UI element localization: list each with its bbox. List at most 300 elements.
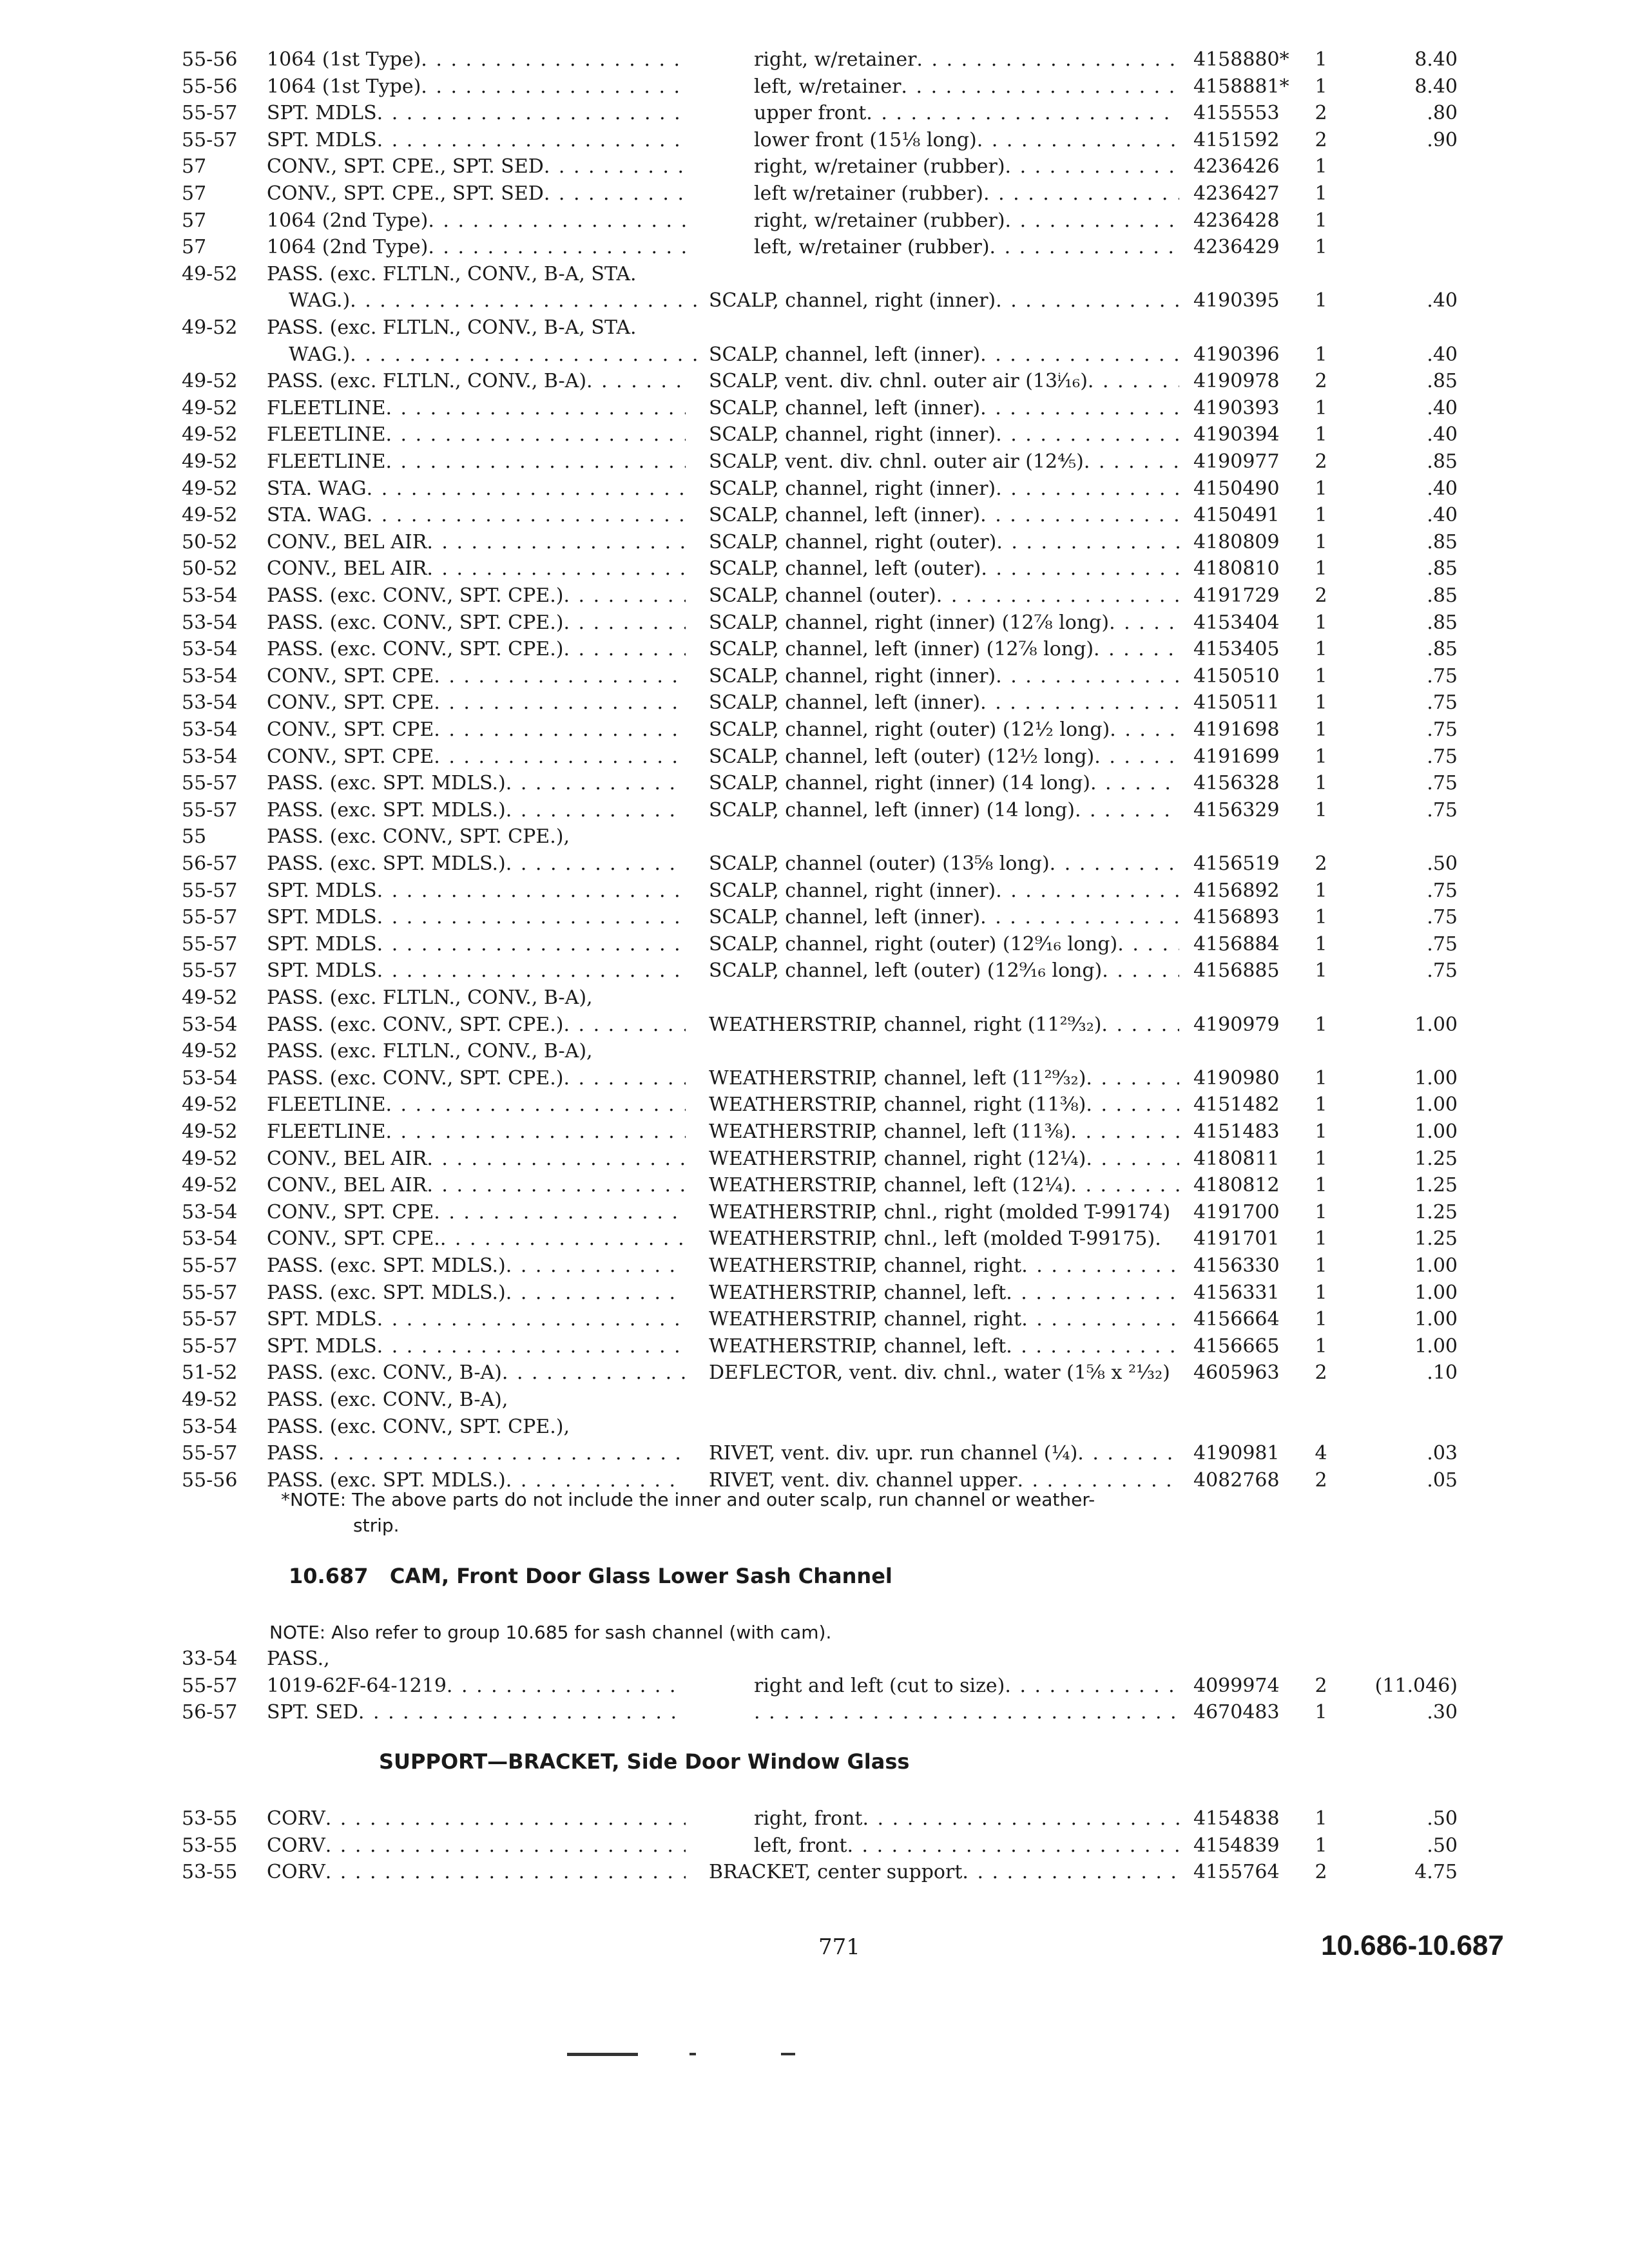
leader-dots xyxy=(367,476,686,503)
description-text: WEATHERSTRIP, channel, left (11²⁹⁄₃₂) xyxy=(709,1066,1086,1090)
model-cell xyxy=(267,100,686,127)
model-text: PASS. (exc. CONV., B-A) xyxy=(267,1361,502,1385)
part-number-cell: 4670483 xyxy=(1193,1701,1280,1724)
description-cell xyxy=(754,100,1179,127)
model-cell xyxy=(267,1253,686,1280)
quantity-cell: 1 xyxy=(1315,1066,1327,1090)
model-cell xyxy=(267,1199,686,1226)
model-cell xyxy=(267,1333,686,1360)
leader-dots xyxy=(427,555,686,582)
section-title: CAM, Front Door Glass Lower Sash Channel xyxy=(389,1564,892,1588)
description-text: left, front xyxy=(754,1834,847,1857)
section-number: 10.687 xyxy=(289,1564,369,1588)
years-cell: 49-52 xyxy=(182,370,238,393)
model-cell xyxy=(267,529,686,556)
model-cell xyxy=(267,663,686,690)
years-cell: 49-52 xyxy=(182,396,238,419)
leader-dots xyxy=(990,234,1179,261)
model-cell xyxy=(267,1225,686,1253)
years-cell: 49-52 xyxy=(182,1147,238,1170)
description-text: SCALP, channel (outer) (13⅝ long) xyxy=(709,852,1050,875)
leader-dots xyxy=(847,1832,1179,1860)
description-cell xyxy=(709,395,1179,422)
leader-dots xyxy=(377,878,686,905)
model-cell xyxy=(267,1360,686,1387)
quantity-cell: 1 xyxy=(1315,1093,1327,1117)
part-number-cell: 4191729 xyxy=(1193,584,1280,607)
table-row xyxy=(0,368,1629,395)
section-heading-support: SUPPORT—BRACKET, Side Door Window Glass xyxy=(379,1749,910,1774)
leader-dots xyxy=(1086,1146,1179,1173)
model-cell xyxy=(267,904,686,931)
part-number-cell: 4190979 xyxy=(1193,1013,1280,1036)
description-text: SCALP, channel, right (inner) xyxy=(709,664,996,687)
model-text: CORV xyxy=(267,1834,325,1857)
part-number-cell: 4099974 xyxy=(1193,1674,1280,1697)
model-text: SPT. MDLS xyxy=(267,1308,377,1331)
description-text: SCALP, channel, left (inner) xyxy=(709,691,981,715)
leader-dots xyxy=(506,850,686,878)
quantity-cell: 1 xyxy=(1315,209,1327,232)
years-cell: 53-55 xyxy=(182,1807,238,1830)
table-row xyxy=(0,716,1629,744)
part-number-cell: 4190394 xyxy=(1193,423,1280,447)
part-number-cell: 4191701 xyxy=(1193,1227,1280,1251)
price-cell: 1.00 xyxy=(1414,1013,1458,1036)
description-cell xyxy=(709,1119,1179,1146)
price-cell: 8.40 xyxy=(1414,48,1458,71)
model-text: FLEETLINE xyxy=(267,1093,386,1117)
description-text: SCALP, channel, right (inner) xyxy=(709,879,996,902)
model-cell xyxy=(267,931,686,958)
quantity-cell: 1 xyxy=(1315,718,1327,741)
part-number-cell: 4150491 xyxy=(1193,504,1280,527)
model-cell xyxy=(267,1805,686,1832)
description-text: left, w/retainer xyxy=(754,75,901,98)
model-text: STA. WAG xyxy=(267,477,367,500)
price-cell: .75 xyxy=(1427,879,1458,902)
quantity-cell: 1 xyxy=(1315,48,1327,71)
quantity-cell: 1 xyxy=(1315,798,1327,822)
years-cell: 53-55 xyxy=(182,1834,238,1857)
quantity-cell: 1 xyxy=(1315,396,1327,419)
price-cell: .50 xyxy=(1427,852,1458,875)
description-cell xyxy=(709,502,1179,529)
table-row xyxy=(0,1440,1629,1467)
description-cell xyxy=(709,1172,1179,1199)
model-cell xyxy=(267,797,686,824)
years-cell: 55-56 xyxy=(182,75,238,98)
model-text: 1064 (2nd Type) xyxy=(267,236,429,259)
years-cell: 49-52 xyxy=(182,450,238,473)
description-text: WEATHERSTRIP, channel, left xyxy=(709,1281,1007,1304)
description-text: SCALP, channel, left (inner) xyxy=(709,396,981,419)
description-cell xyxy=(754,1805,1179,1832)
years-cell: 55-57 xyxy=(182,1674,238,1697)
description-text: SCALP, channel, left (inner) xyxy=(709,343,981,366)
quantity-cell: 1 xyxy=(1315,236,1327,259)
model-text: CONV., SPT. CPE. xyxy=(267,1227,440,1251)
leader-dots xyxy=(434,663,686,690)
model-text: PASS. (exc. SPT. MDLS.) xyxy=(267,852,506,875)
description-cell xyxy=(709,1253,1179,1280)
model-cell xyxy=(267,1038,686,1065)
model-cell xyxy=(267,1414,686,1441)
model-cell xyxy=(267,636,686,663)
leader-dots xyxy=(996,287,1179,314)
table-row xyxy=(0,341,1629,369)
quantity-cell: 1 xyxy=(1315,1834,1327,1857)
part-number-cell: 4191699 xyxy=(1193,745,1280,768)
part-number-cell: 4156328 xyxy=(1193,772,1280,795)
years-cell: 55-57 xyxy=(182,798,238,822)
model-text: PASS. (exc. FLTLN., CONV., B-A, STA. xyxy=(267,262,637,285)
leader-dots xyxy=(1075,797,1179,824)
leader-dots xyxy=(440,1225,686,1253)
price-cell: .85 xyxy=(1427,450,1458,473)
part-number-cell: 4236427 xyxy=(1193,182,1280,205)
model-text: FLEETLINE xyxy=(267,1120,386,1143)
part-number-cell: 4082768 xyxy=(1193,1468,1280,1492)
model-text: PASS. (exc. FLTLN., CONV., B-A), xyxy=(267,1040,593,1063)
leader-dots xyxy=(434,744,686,771)
leader-dots xyxy=(962,1859,1179,1886)
part-number-cell: 4154838 xyxy=(1193,1807,1280,1830)
description-text: SCALP, channel, left (inner) (14 long) xyxy=(709,798,1075,822)
note-line-2: strip. xyxy=(353,1515,400,1536)
table-row xyxy=(0,1065,1629,1092)
years-cell: 55-57 xyxy=(182,1254,238,1277)
price-cell: .03 xyxy=(1427,1442,1458,1465)
model-cell xyxy=(267,689,686,716)
years-cell: 55-57 xyxy=(182,932,238,956)
model-text: SPT. MDLS xyxy=(267,959,377,983)
leader-dots xyxy=(434,1199,686,1226)
description-cell xyxy=(754,1673,1179,1700)
table-row xyxy=(0,1199,1629,1226)
quantity-cell: 1 xyxy=(1315,477,1327,500)
price-cell: .75 xyxy=(1427,959,1458,983)
quantity-cell: 1 xyxy=(1315,906,1327,929)
model-text: PASS. (exc. CONV., B-A), xyxy=(267,1389,508,1411)
model-cell xyxy=(267,153,686,180)
model-text: CONV., BEL AIR xyxy=(267,557,427,581)
leader-dots xyxy=(421,46,686,73)
part-number-cell: 4190393 xyxy=(1193,396,1280,419)
years-cell: 53-54 xyxy=(182,1227,238,1251)
model-cell xyxy=(267,1832,686,1860)
leader-dots xyxy=(563,582,686,610)
model-text: PASS., xyxy=(267,1648,330,1670)
years-cell: 49-52 xyxy=(182,504,238,527)
description-cell xyxy=(709,1360,1179,1387)
description-cell xyxy=(709,744,1179,771)
part-number-cell: 4605963 xyxy=(1193,1361,1280,1385)
years-cell: 33-54 xyxy=(182,1648,238,1670)
years-cell: 49-52 xyxy=(182,477,238,500)
part-number-cell: 4190978 xyxy=(1193,370,1280,393)
quantity-cell: 1 xyxy=(1315,1227,1327,1251)
price-cell: 1.25 xyxy=(1414,1147,1458,1170)
part-number-cell: 4236428 xyxy=(1193,209,1280,232)
description-text: SCALP, channel, left (inner) xyxy=(709,906,981,929)
table-row xyxy=(0,1172,1629,1199)
leader-dots xyxy=(434,716,686,744)
price-cell: 1.25 xyxy=(1414,1200,1458,1224)
description-cell xyxy=(709,1091,1179,1119)
leader-dots xyxy=(367,502,686,529)
part-number-cell: 4156892 xyxy=(1193,879,1280,902)
leader-dots xyxy=(385,1091,686,1119)
price-cell: .75 xyxy=(1427,798,1458,822)
table-row xyxy=(0,1387,1629,1414)
leader-dots xyxy=(506,1280,686,1307)
model-text: 1064 (2nd Type) xyxy=(267,209,429,232)
table-row xyxy=(0,1414,1629,1441)
leader-dots xyxy=(862,1805,1179,1832)
part-number-cell: 4180809 xyxy=(1193,530,1280,553)
description-text: SCALP, channel, left (outer) (12⁹⁄₁₆ long) xyxy=(709,959,1103,983)
description-cell xyxy=(709,421,1179,448)
leader-dots xyxy=(1117,931,1179,958)
model-text: PASS. (exc. SPT. MDLS.) xyxy=(267,1254,506,1277)
years-cell: 53-54 xyxy=(182,664,238,687)
table-row xyxy=(0,529,1629,556)
years-cell: 53-54 xyxy=(182,691,238,715)
leader-dots xyxy=(1077,1440,1179,1467)
table-row xyxy=(0,1360,1629,1387)
quantity-cell: 1 xyxy=(1315,289,1327,312)
model-text: SPT. MDLS xyxy=(267,906,377,929)
model-text: PASS. (exc. SPT. MDLS.) xyxy=(267,798,506,822)
part-number-cell: 4151483 xyxy=(1193,1120,1280,1143)
price-cell: 1.00 xyxy=(1414,1308,1458,1331)
model-cell xyxy=(267,261,686,288)
leader-dots xyxy=(1084,448,1179,476)
price-cell: .85 xyxy=(1427,584,1458,607)
model-cell xyxy=(267,395,686,422)
leader-dots xyxy=(1050,850,1179,878)
description-cell xyxy=(709,1440,1179,1467)
cam-note: NOTE: Also refer to group 10.685 for sash channel (with cam). xyxy=(269,1622,832,1643)
years-cell: 55 xyxy=(182,825,207,849)
model-text: PASS. (exc. CONV., SPT. CPE.) xyxy=(267,611,564,634)
table-row xyxy=(0,100,1629,127)
model-cell xyxy=(267,1387,686,1414)
description-cell xyxy=(754,1699,1179,1726)
description-text: SCALP, vent. div. chnl. outer air (13ⁱ⁄₁₆) xyxy=(709,370,1088,393)
leader-dots xyxy=(506,797,686,824)
description-cell xyxy=(709,1012,1179,1039)
table-row xyxy=(0,1805,1629,1832)
leader-dots xyxy=(983,180,1179,207)
description-text: SCALP, channel (outer) xyxy=(709,584,936,607)
table-row xyxy=(0,636,1629,663)
model-text: SPT. MDLS xyxy=(267,1334,377,1358)
leader-dots xyxy=(980,341,1179,369)
description-text: BRACKET, center support xyxy=(709,1861,963,1884)
model-text: CONV., SPT. CPE xyxy=(267,1200,434,1224)
leader-dots xyxy=(901,73,1179,101)
table-row xyxy=(0,314,1629,341)
leader-dots xyxy=(1094,744,1179,771)
description-text: WEATHERSTRIP, channel, left xyxy=(709,1334,1007,1358)
years-cell: 53-54 xyxy=(182,1415,238,1438)
model-text: PASS. (exc. CONV., SPT. CPE.), xyxy=(267,1415,570,1438)
price-cell: .75 xyxy=(1427,906,1458,929)
price-cell: .05 xyxy=(1427,1468,1458,1492)
price-cell: .75 xyxy=(1427,718,1458,741)
quantity-cell: 1 xyxy=(1315,611,1327,634)
table-row xyxy=(0,582,1629,610)
model-text: CONV., BEL AIR xyxy=(267,1174,427,1197)
leader-dots xyxy=(754,1699,1179,1726)
quantity-cell: 2 xyxy=(1315,450,1327,473)
table-row xyxy=(0,850,1629,878)
model-text: FLEETLINE xyxy=(267,450,386,473)
price-cell: .40 xyxy=(1427,504,1458,527)
model-cell xyxy=(267,770,686,797)
model-text: SPT. MDLS xyxy=(267,102,377,125)
part-number-cell: 4153405 xyxy=(1193,638,1280,661)
description-text: SCALP, channel, right (outer) (12⁹⁄₁₆ long) xyxy=(709,932,1118,956)
leader-dots xyxy=(563,1012,686,1039)
description-cell xyxy=(709,1225,1179,1253)
description-text: right, w/retainer xyxy=(754,48,917,71)
years-cell: 49-52 xyxy=(182,262,238,285)
price-cell: .85 xyxy=(1427,370,1458,393)
leader-dots xyxy=(977,127,1179,154)
table-row xyxy=(0,234,1629,261)
model-cell xyxy=(267,502,686,529)
quantity-cell: 1 xyxy=(1315,1254,1327,1277)
leader-dots xyxy=(385,448,686,476)
part-number-cell: 4156519 xyxy=(1193,852,1280,875)
table-row xyxy=(0,1832,1629,1860)
table-row xyxy=(0,878,1629,905)
quantity-cell: 1 xyxy=(1315,691,1327,715)
leader-dots xyxy=(1110,716,1179,744)
model-cell xyxy=(267,555,686,582)
table-row xyxy=(0,663,1629,690)
model-text: PASS. (exc. CONV., SPT. CPE.), xyxy=(267,825,570,849)
part-number-cell: 4151592 xyxy=(1193,128,1280,151)
quantity-cell: 1 xyxy=(1315,155,1327,178)
leader-dots xyxy=(586,368,686,395)
years-cell: 55-57 xyxy=(182,879,238,902)
model-cell xyxy=(267,744,686,771)
quantity-cell: 1 xyxy=(1315,879,1327,902)
quantity-cell: 1 xyxy=(1315,1120,1327,1143)
quantity-cell: 1 xyxy=(1315,1281,1327,1304)
price-cell: 1.00 xyxy=(1414,1334,1458,1358)
years-cell: 53-54 xyxy=(182,1200,238,1224)
years-cell: 55-57 xyxy=(182,128,238,151)
model-cell xyxy=(267,823,686,850)
model-cell xyxy=(267,476,686,503)
leader-dots xyxy=(325,1832,686,1860)
description-text: lower front (15⅛ long) xyxy=(754,128,977,151)
leader-dots xyxy=(563,610,686,637)
table-row xyxy=(0,180,1629,207)
model-cell xyxy=(267,234,686,261)
years-cell: 53-54 xyxy=(182,584,238,607)
note-line-1: *NOTE: The above parts do not include the inner and outer scalp, run channel or weather- xyxy=(281,1489,1095,1510)
price-cell: 1.00 xyxy=(1414,1120,1458,1143)
model-text: PASS. (exc. CONV., SPT. CPE.) xyxy=(267,1013,564,1036)
model-text: SPT. MDLS xyxy=(267,932,377,956)
price-cell: .50 xyxy=(1427,1807,1458,1830)
leader-dots xyxy=(981,555,1179,582)
description-text: left, w/retainer (rubber) xyxy=(754,236,990,259)
description-cell xyxy=(754,234,1179,261)
part-number-cell: 4156329 xyxy=(1193,798,1280,822)
quantity-cell: 2 xyxy=(1315,1468,1327,1492)
quantity-cell: 2 xyxy=(1315,852,1327,875)
leader-dots xyxy=(506,770,686,797)
price-cell: .80 xyxy=(1427,102,1458,125)
leader-dots xyxy=(350,287,708,314)
price-cell: .50 xyxy=(1427,1834,1458,1857)
leader-dots xyxy=(996,421,1179,448)
leader-dots xyxy=(1070,1119,1179,1146)
description-text: WEATHERSTRIP, channel, left (12¼) xyxy=(709,1174,1071,1197)
model-text: PASS. (exc. FLTLN., CONV., B-A, STA. xyxy=(267,316,637,339)
years-cell: 53-54 xyxy=(182,745,238,768)
table-row xyxy=(0,502,1629,529)
quantity-cell: 4 xyxy=(1315,1442,1327,1465)
leader-dots xyxy=(544,180,686,207)
table-row xyxy=(0,127,1629,154)
table-row xyxy=(0,261,1629,288)
part-number-cell: 4155764 xyxy=(1193,1861,1280,1884)
leader-dots xyxy=(377,957,686,985)
table-row xyxy=(0,287,1629,314)
table-row xyxy=(0,1012,1629,1039)
scan-mark xyxy=(781,2053,795,2055)
part-number-cell: 4191700 xyxy=(1193,1200,1280,1224)
description-cell xyxy=(709,476,1179,503)
leader-dots xyxy=(506,1253,686,1280)
years-cell: 55-56 xyxy=(182,48,238,71)
leader-dots xyxy=(996,476,1179,503)
description-text: DEFLECTOR, vent. div. chnl., water (1⅝ x ²¹⁄₃₂) xyxy=(709,1361,1170,1385)
model-cell xyxy=(267,421,686,448)
leader-dots xyxy=(377,931,686,958)
leader-dots xyxy=(427,1172,686,1199)
leader-dots xyxy=(1005,153,1179,180)
table-row xyxy=(0,476,1629,503)
leader-dots xyxy=(1088,368,1179,395)
part-number-cell: 4158880* xyxy=(1193,48,1289,71)
model-cell xyxy=(267,610,686,637)
table-row xyxy=(0,1859,1629,1886)
model-text: PASS xyxy=(267,1442,318,1465)
years-cell: 49-52 xyxy=(182,1174,238,1197)
description-cell xyxy=(709,636,1179,663)
model-text: CONV., SPT. CPE xyxy=(267,664,434,687)
leader-dots xyxy=(1101,1012,1179,1039)
quantity-cell: 1 xyxy=(1315,75,1327,98)
leader-dots xyxy=(1021,1253,1179,1280)
leader-dots xyxy=(996,663,1179,690)
quantity-cell: 1 xyxy=(1315,772,1327,795)
quantity-cell: 2 xyxy=(1315,1861,1327,1884)
price-cell: .75 xyxy=(1427,745,1458,768)
part-number-cell: 4180811 xyxy=(1193,1147,1280,1170)
part-number-cell: 4236429 xyxy=(1193,236,1280,259)
leader-dots xyxy=(563,636,686,663)
